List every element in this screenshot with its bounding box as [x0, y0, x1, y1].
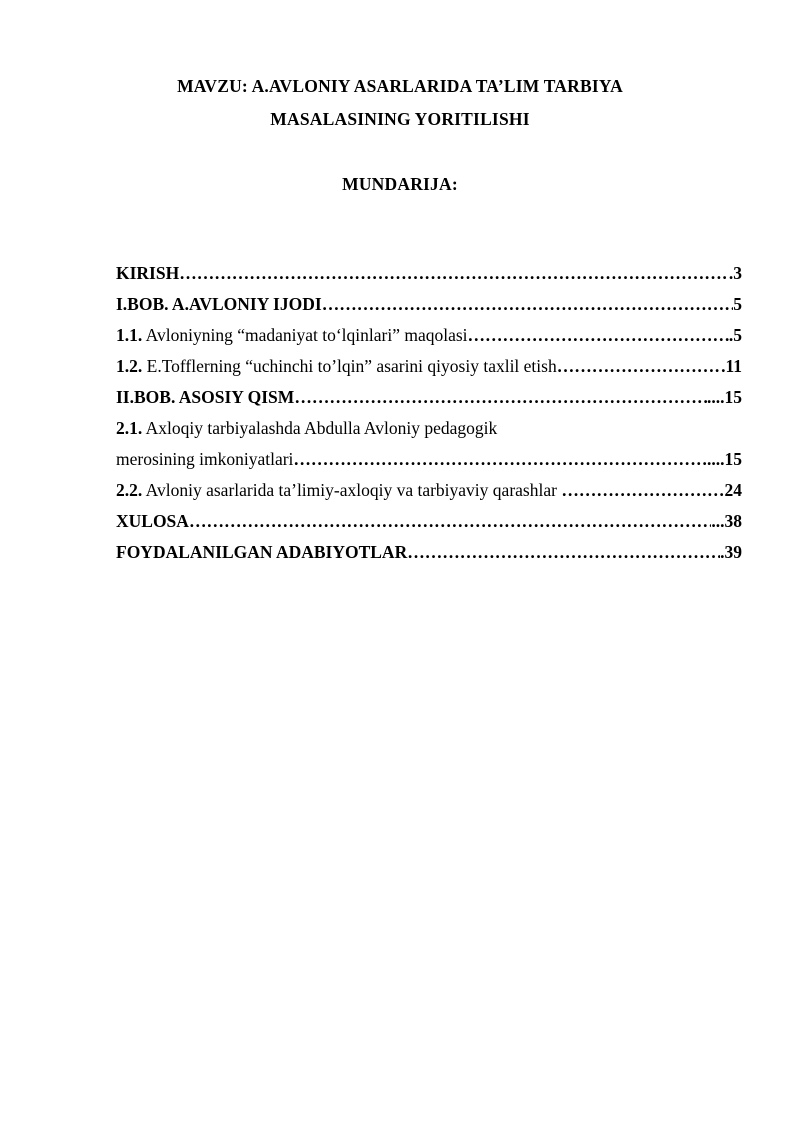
- toc-entry-chapter-1: [116, 293, 742, 315]
- document-title-line-1: MAVZU: A.AVLONIY ASARLARIDA TA’LIM TARBIYA: [177, 76, 623, 96]
- toc-page-number: ....15: [707, 449, 742, 469]
- contents-heading: MUNDARIJA:: [342, 174, 458, 194]
- toc-section-number: 1.2.: [116, 356, 143, 376]
- toc-section-number: 2.2.: [116, 480, 143, 500]
- toc-page-number: ...38: [711, 511, 742, 531]
- toc-entry-label: XULOSA: [116, 511, 189, 531]
- toc-section-number: 2.1.: [116, 418, 143, 438]
- toc-page-number: .5: [728, 325, 742, 345]
- toc-entry-chapter-2: [116, 386, 742, 408]
- toc-entry-section-1-2: [116, 355, 742, 377]
- toc-entry-section-1-1: [116, 324, 742, 346]
- toc-entry-section-2-2: [116, 479, 742, 501]
- toc-entry-label: II.BOB. ASOSIY QISM: [116, 387, 295, 407]
- toc-page-number: .3: [728, 263, 742, 283]
- toc-entry-section-2-1: [116, 417, 742, 470]
- toc-entry-label: FOYDALANILGAN ADABIYOTLAR: [116, 542, 408, 562]
- toc-page-number: …24: [707, 480, 742, 500]
- toc-entry-label: KIRISH: [116, 263, 180, 283]
- toc-leader-dots: [179, 262, 729, 284]
- toc-leader-dots: [322, 293, 734, 315]
- toc-entry-text: E.Tofflerning “uchinchi to’lqin” asarini qiyosiy taxlil etish: [142, 356, 557, 376]
- table-of-contents: [116, 262, 742, 572]
- toc-page-number: 5: [733, 294, 742, 314]
- toc-leader-dots: [407, 541, 720, 563]
- toc-section-number: 1.1.: [116, 325, 143, 345]
- toc-entry-kirish: [116, 262, 742, 284]
- toc-page-number: .11: [721, 356, 742, 376]
- toc-entry-label: I.BOB. A.AVLONIY IJODI: [116, 294, 322, 314]
- toc-entry-references: [116, 541, 742, 563]
- toc-entry-text-continued: merosining imkoniyatlari: [116, 449, 294, 469]
- toc-leader-dots: [468, 324, 729, 346]
- toc-leader-dots: [557, 355, 721, 377]
- toc-entry-xulosa: [116, 510, 742, 532]
- toc-leader-dots: [294, 386, 707, 408]
- toc-page-number: ....15: [707, 387, 742, 407]
- toc-entry-text: Avloniyning “madaniyat to‘lqinlari” maqolasi: [142, 325, 468, 345]
- toc-leader-dots: [561, 479, 707, 501]
- toc-entry-text: Avloniy asarlarida ta’limiy-axloqiy va tarbiyaviy qarashlar: [142, 480, 562, 500]
- toc-page-number: .39: [720, 542, 742, 562]
- toc-entry-text: Axloqiy tarbiyalashda Abdulla Avloniy pedagogik: [142, 418, 498, 438]
- document-title-line-2: MASALASINING YORITILISHI: [270, 109, 530, 129]
- toc-leader-dots: [189, 510, 711, 532]
- toc-leader-dots: [293, 448, 707, 470]
